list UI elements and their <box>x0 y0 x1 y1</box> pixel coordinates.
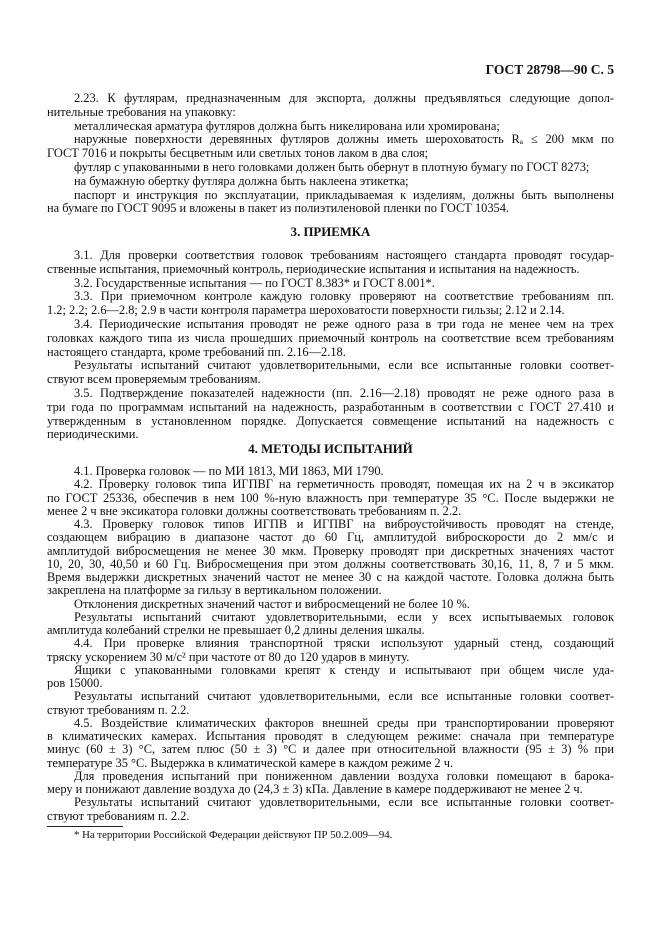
text-line: Результаты испытаний считают удовлетворительными, если все испытанные головки соответ- <box>74 689 614 704</box>
text-line: тряску ускорением 30 м/с² при частоте от 80 до 120 ударов в минуту. <box>47 649 410 664</box>
text-line: создающем вибрацию в диапазоне частот до 60 Гц, амплитудой виброскорости до 2 мм/с и <box>47 530 614 545</box>
paragraph <box>47 690 614 717</box>
text-line: по ГОСТ 25336, обеспечив в нем 100 %-ную влажность при температуре 35 °С. После выдержки не <box>47 490 614 505</box>
paragraph <box>47 92 614 120</box>
paragraph <box>47 637 614 664</box>
text-line: Для проведения испытаний при пониженном давлении воздуха головки помещают в барока- <box>74 768 614 783</box>
text-line: три года по программам испытаний на надежность, разработанным в соответствии с ГОСТ 27.410 и <box>47 399 614 414</box>
text-line: 10, 20, 30, 40,50 и 60 Гц. Вибросмещения при этом должны соответствовать 30,16, 11, 8, 7 и 5 мкм. <box>47 556 614 571</box>
text-line: на бумажную обертку футляра должна быть наклеена этикетка; <box>74 173 409 188</box>
section-2-tail <box>47 92 614 216</box>
text-line: 4.1. Проверка головок — по МИ 1813, МИ 1863, МИ 1790. <box>74 464 384 478</box>
text-line: футляр с упакованными в него головками должен быть обернут в плотную бумагу по ГОСТ 8273; <box>74 159 590 174</box>
text-line: ственные испытания, приемочный контроль, периодические испытания и испытания на надежность. <box>47 261 580 276</box>
text-line: наружные поверхности деревянных футляров должны иметь шероховатость Rₐ ≤ 200 мкм по <box>74 132 614 147</box>
text-line: головках каждого типа из числа прошедших приемочный контроль на соответствие всем требованиям <box>47 330 614 345</box>
text-line: на бумаге по ГОСТ 9095 и вложены в пакет из полиэтиленовой пленки по ГОСТ 10354. <box>47 201 510 216</box>
text-line: 4.2. Проверку головок типа ИГПВГ на герметичность проводят, помещая их на 2 ч в эксикатор <box>74 477 614 492</box>
text-line: ствуют требованиям п. 2.2. <box>47 808 190 823</box>
section-3-body <box>47 249 614 442</box>
paragraph <box>47 611 614 638</box>
paragraph <box>47 318 614 359</box>
paragraph <box>47 175 614 189</box>
paragraph <box>47 664 614 691</box>
text-line: в климатических камерах. Испытания проводят в следующем режиме: сначала при температуре <box>47 729 614 743</box>
footnote: * На территории Российской Федерации действуют ПР 50.2.009—94. <box>74 829 393 841</box>
text-line: 3.4. Периодические испытания проводят не реже одного раза в три года не менее чем на трех <box>74 316 614 331</box>
text-line: Отклонения дискретных значений частот и вибросмещений не более 10 %. <box>74 596 470 611</box>
text-line: температуре 35 °С. Выдержка в климатической камере в каждом режиме 2 ч. <box>47 755 454 770</box>
paragraph <box>47 277 614 291</box>
text-line: Результаты испытаний считают удовлетворительными, если все испытанные головки соответ- <box>74 795 614 810</box>
paragraph <box>47 290 614 318</box>
text-line: 4.3. Проверку головок типов ИГПВ и ИГПВГ на виброустойчивость проводят на стенде, <box>74 517 614 531</box>
paragraph <box>47 189 614 217</box>
text-line: Результаты испытаний считают удовлетворительными, если у всех испытываемых головок <box>74 609 614 624</box>
paragraph <box>47 359 614 387</box>
text-line: 3.5. Подтверждение показателей надежности (пп. 2.16—2.18) проводят не реже одного раза в <box>74 385 614 400</box>
paragraph <box>47 717 614 770</box>
section-4-heading: 4. МЕТОДЫ ИСПЫТАНИЙ <box>248 442 413 456</box>
paragraph <box>47 120 614 134</box>
text-line: 3.2. Государственные испытания — по ГОСТ 8.383* и ГОСТ 8.001*. <box>74 275 435 290</box>
text-line: утвержденным в установленном порядке. Допускается совмещение испытаний на надежность с <box>47 413 614 428</box>
text-line: ствуют требованиям п. 2.2. <box>47 702 190 717</box>
paragraph <box>47 387 614 442</box>
text-line: менее 2 ч вне эксикатора головки должны соответствовать требованиям п. 2.2. <box>47 503 462 518</box>
text-line: металлическая арматура футляров должна быть никелирована или хромирована; <box>74 118 500 133</box>
text-line: амплитуда колебаний стрелки не превышает 0,2 длины деления шкалы. <box>47 623 425 637</box>
text-line: меру и понижают давление воздуха до (24,3 ± 3) кПа. Давление в камере поддерживают не менее 2 ч. <box>47 782 583 796</box>
paragraph <box>47 478 614 518</box>
text-line: Время выдержки дискретных значений частот не менее 30 с на каждой частоте. Головка должна быть <box>47 570 614 584</box>
text-line: Результаты испытаний считают удовлетворительными, если все испытанные головки соответ- <box>74 358 614 373</box>
page-header: ГОСТ 28798—90 С. 5 <box>485 62 614 77</box>
paragraph <box>47 770 614 797</box>
text-line: 3.3. При приемочном контроле каждую головку проверяют на соответствие требованиям пп. <box>74 289 614 304</box>
text-line: периодическими. <box>47 427 139 442</box>
text-line: 4.4. При проверке влияния транспортной тряски используют ударный стенд, создающий <box>74 636 614 651</box>
text-line: закреплена на платформе за гильзу в вертикальном положении. <box>47 583 382 598</box>
paragraph <box>47 465 614 478</box>
paragraph <box>47 796 614 823</box>
text-line: Ящики с упакованными головками крепят к стенду и испытывают при общем числе уда- <box>74 662 614 677</box>
text-line: ров 15000. <box>47 676 103 690</box>
text-line: ГОСТ 7016 и покрыты бесцветным или светлых тонов лаком в два слоя; <box>47 146 429 161</box>
section-3-heading: 3. ПРИЕМКА <box>290 225 371 239</box>
paragraph <box>47 133 614 161</box>
text-line: амплитудой вибросмещения не менее 30 мкм. Проверку проводят при дискретных значениях частот <box>47 543 614 558</box>
footnote-divider <box>47 826 123 827</box>
section-4-body <box>47 465 614 823</box>
paragraph <box>47 518 614 598</box>
text-line: ствуют всем проверяемым требованиям. <box>47 372 261 387</box>
text-line: 3.1. Для проверки соответствия головок требованиям настоящего стандарта проводят государ- <box>74 248 614 262</box>
text-line: минус (60 ± 3) °С, затем плюс (50 ± 3) °С и далее при относительной влажности (95 ± 3) % при <box>47 742 614 757</box>
text-line: 1.2; 2.2; 2.6—2.8; 2.9 в части контроля параметра шероховатости поверхности гильзы; 2.12 и 2.14. <box>47 303 565 318</box>
text-line: настоящего стандарта, кроме требований пп. 2.16—2.18. <box>47 344 346 359</box>
text-line: нительные требования на упаковку: <box>47 104 236 119</box>
text-line: 4.5. Воздействие климатических факторов внешней среды при транспортировании проверяют <box>74 715 614 730</box>
paragraph <box>47 161 614 175</box>
paragraph <box>47 249 614 277</box>
paragraph <box>47 598 614 611</box>
text-line: паспорт и инструкция по эксплуатации, прикладываемая к изделиям, должны быть выполнены <box>74 187 614 202</box>
text-line: 2.23. К футлярам, предназначенным для экспорта, должны предъявляться следующие допол- <box>74 91 614 105</box>
